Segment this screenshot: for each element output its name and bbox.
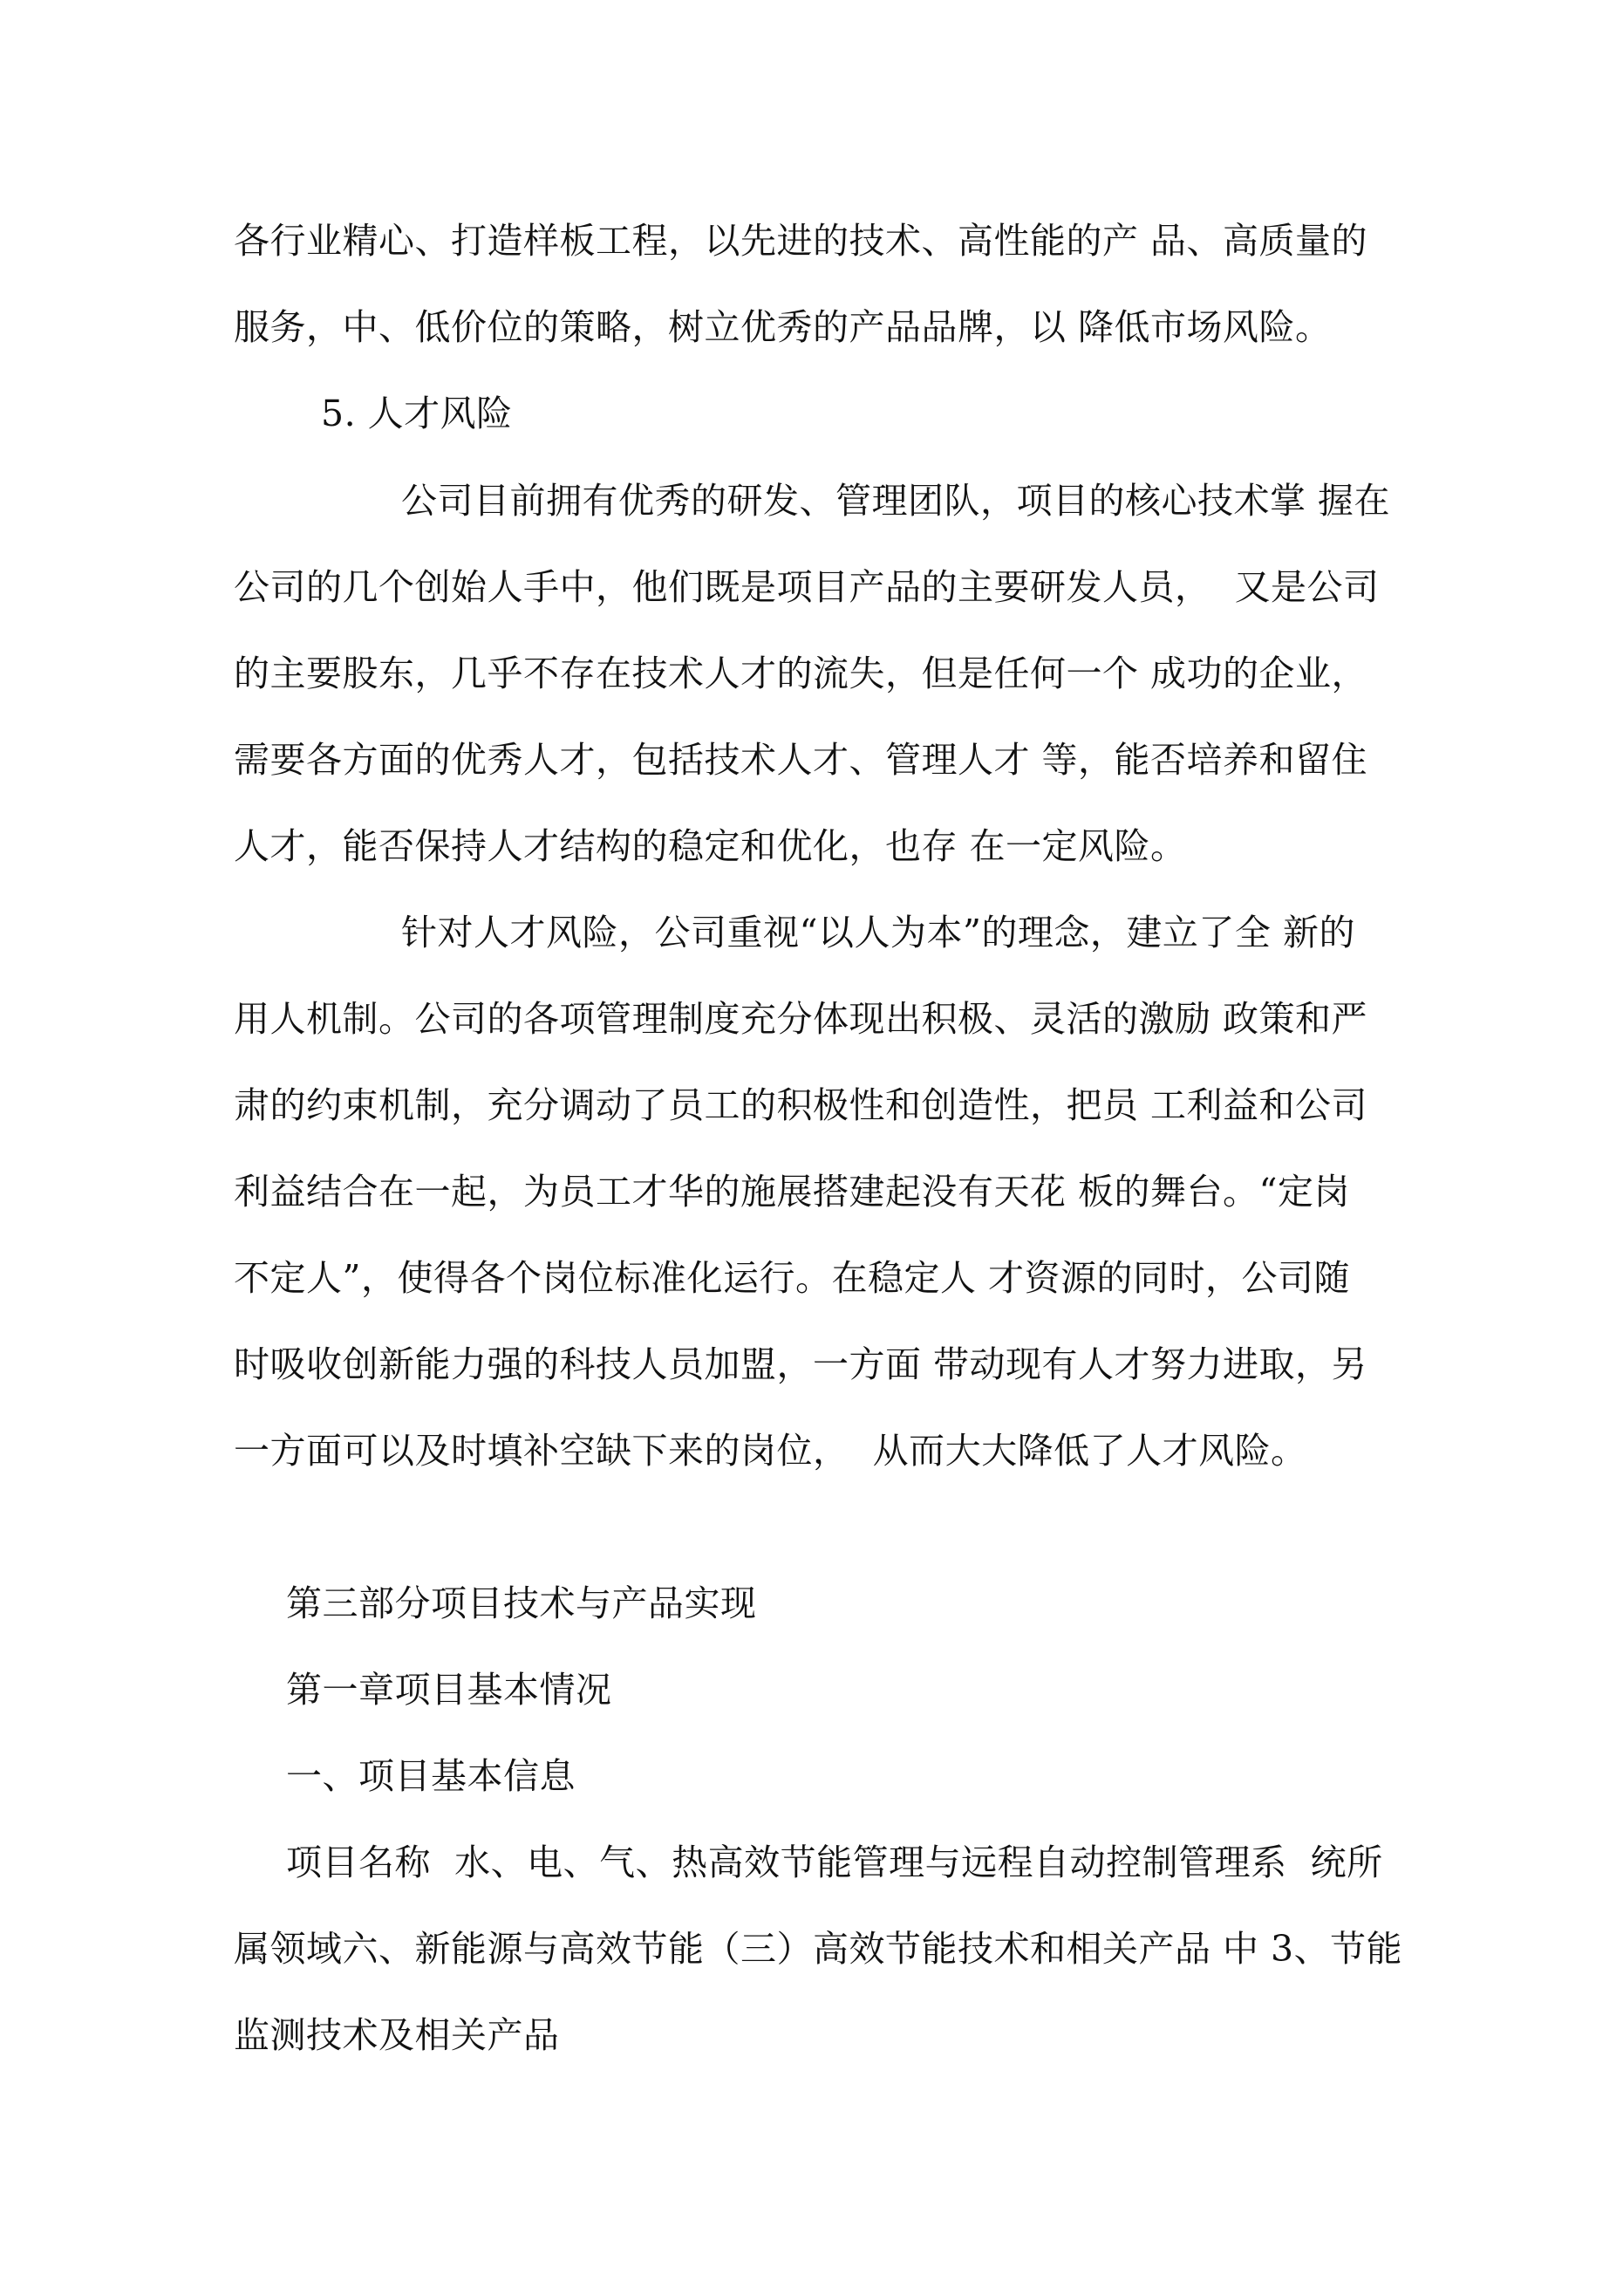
body-text-line: 的主要股东，几乎不存在技术人才的流失，但是任何一个 成功的企业， — [234, 653, 1368, 694]
body-text-line: 时吸收创新能力强的科技人员加盟，一方面 带动现有人才努力进取，另 — [234, 1343, 1368, 1385]
body-text-line: 需要各方面的优秀人才，包括技术人才、管理人才 等，能否培养和留住 — [234, 739, 1368, 781]
body-text-line: 项目名称 水、电、气、热高效节能管理与远程自动控制管理系 统所 — [286, 1842, 1383, 1883]
body-text-line: 监测技术及相关产品 — [234, 2014, 560, 2056]
body-text-line: 服务，中、低价位的策略，树立优秀的产品品牌，以 降低市场风险。 — [234, 306, 1332, 348]
subsection-heading: 5. 人才风险 — [321, 393, 513, 434]
body-text-line: 公司的几个创始人手中，他们既是项目产品的主要研发人员， 又是公司 — [234, 566, 1380, 608]
body-text-line: 各行业精心、打造样板工程，以先进的技术、高性能的产 品、高质量的 — [234, 220, 1368, 262]
body-text-line: 一方面可以及时填补空缺下来的岗位， 从而大大降低了人才风险。 — [234, 1430, 1307, 1472]
body-text-line: 利益结合在一起，为员工才华的施展搭建起没有天花 板的舞台。“定岗 — [234, 1171, 1350, 1213]
body-text-line: 肃的约束机制，充分调动了员工的积极性和创造性，把员 工利益和公司 — [234, 1084, 1368, 1126]
body-text-line: 公司目前拥有优秀的研发、管理团队，项目的核心技术掌 握在 — [401, 480, 1391, 522]
part-heading: 第三部分项目技术与产品实现 — [286, 1582, 757, 1624]
body-text-line: 用人机制。公司的各项管理制度充分体现出积极、灵活的激励 政策和严 — [234, 998, 1368, 1040]
body-text-line: 针对人才风险，公司重视“以人为本”的理念，建立了全 新的 — [401, 912, 1355, 953]
body-text-line: 人才，能否保持人才结构的稳定和优化，也存 在一定风险。 — [234, 825, 1187, 867]
section-heading: 一、项目基本信息 — [286, 1755, 576, 1797]
body-text-line: 不定人”，使得各个岗位标准化运行。在稳定人 才资源的同时，公司随 — [234, 1257, 1350, 1299]
body-text-line: 属领域六、新能源与高效节能（三）高效节能技术和相关产品 中 3、节能 — [234, 1928, 1403, 1970]
chapter-heading: 第一章项目基本情况 — [286, 1669, 612, 1711]
